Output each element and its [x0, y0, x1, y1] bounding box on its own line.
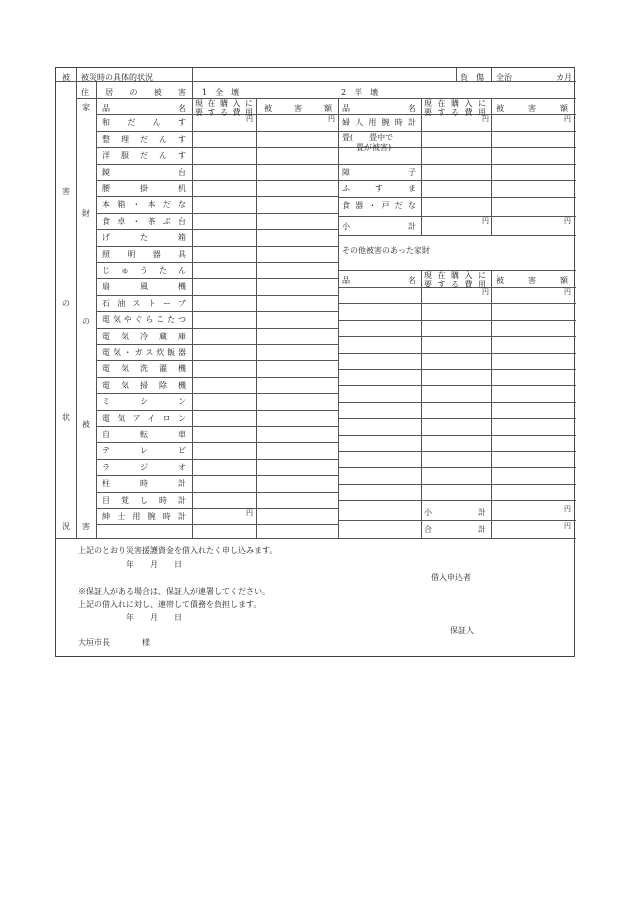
item-column-header: 品 名	[342, 104, 416, 113]
cost-column-header-1: 現在購入に	[424, 271, 486, 280]
table-rule	[338, 385, 576, 386]
left-item-label: 和だんす	[102, 118, 186, 127]
yen-unit: 円	[246, 115, 253, 123]
total-label: 合 計	[424, 525, 486, 534]
table-rule	[338, 402, 576, 403]
applicant-label: 借入申込者	[431, 573, 471, 582]
left-item-label: 電気やぐらこたつ	[102, 315, 186, 324]
damage-column-header: 被 害 額	[264, 104, 332, 113]
left-item-label: 紳士用腕時計	[102, 512, 186, 521]
table-rule	[338, 216, 576, 217]
table-rule	[96, 508, 338, 509]
left-item-label: 鏡台	[102, 168, 186, 177]
cost-column-header-2: 要する費用	[195, 108, 253, 117]
subtotal-label: 小 計	[424, 508, 486, 517]
right-item-label: 食器・戸だな	[342, 201, 416, 210]
table-rule	[456, 68, 457, 81]
table-rule	[96, 311, 338, 312]
addressee: 大垣市長 様	[78, 638, 150, 647]
household-label: 被	[82, 420, 90, 429]
table-rule	[491, 68, 492, 81]
subtotal-label: 小 計	[342, 222, 416, 231]
household-label: 害	[82, 522, 90, 531]
left-item-label: じゅうたん	[102, 266, 186, 275]
right-item-label: 畳が被害)	[356, 143, 392, 152]
loan-application-form	[55, 67, 575, 657]
table-rule	[96, 81, 97, 538]
left-item-label: ラジオ	[102, 463, 186, 472]
side-label: 況	[62, 522, 70, 531]
left-item-label: 電気冷蔵庫	[102, 332, 186, 341]
table-rule	[338, 484, 576, 485]
table-rule	[338, 520, 576, 521]
residence-option-1: 1 全 壊	[202, 88, 240, 97]
side-label: 状	[62, 413, 70, 422]
left-item-label: 柱時計	[102, 479, 186, 488]
months-unit: カ月	[556, 73, 572, 82]
table-rule	[338, 180, 576, 181]
household-label: の	[82, 317, 90, 326]
left-item-label: 本箱・本だな	[102, 200, 186, 209]
residence-option-2: 2 半 壊	[341, 88, 379, 97]
table-rule	[338, 369, 576, 370]
damage-column-header: 被 害 額	[496, 276, 568, 285]
right-item-label: 婦人用腕時計	[342, 118, 416, 127]
table-rule	[338, 418, 576, 419]
left-item-label: テレビ	[102, 446, 186, 455]
table-rule	[338, 336, 576, 337]
right-item-label: 障子	[342, 168, 416, 177]
table-rule	[96, 377, 338, 378]
left-item-label: ミシン	[102, 397, 186, 406]
yen-unit: 円	[482, 288, 489, 296]
left-item-label: 照明器具	[102, 250, 186, 259]
table-rule	[96, 442, 338, 443]
household-label: 家	[82, 103, 90, 112]
table-rule	[338, 131, 576, 132]
table-rule	[96, 344, 338, 345]
table-rule	[96, 131, 338, 132]
left-item-label: 腰掛机	[102, 184, 186, 193]
guarantor-label: 保証人	[450, 626, 474, 635]
injury-label: 負 傷	[460, 73, 484, 82]
table-rule	[96, 147, 338, 148]
side-label-hi: 被	[62, 73, 70, 82]
table-rule	[96, 393, 338, 394]
yen-unit: 円	[482, 217, 489, 225]
guarantor-note: ※保証人がある場合は、保証人が連署してください。	[78, 587, 270, 596]
cost-column-header-1: 現在購入に	[424, 99, 486, 108]
table-rule	[338, 303, 576, 304]
left-item-label: 食卓・茶ぶ台	[102, 217, 186, 226]
item-column-header: 品 名	[102, 104, 186, 113]
table-rule	[96, 410, 338, 411]
table-rule	[76, 68, 77, 538]
table-rule	[192, 68, 193, 98]
table-rule	[421, 270, 422, 538]
table-rule	[96, 180, 338, 181]
left-item-label: 洋服だんす	[102, 151, 186, 160]
table-rule	[96, 475, 338, 476]
table-rule	[338, 467, 576, 468]
left-item-label: 扇風機	[102, 282, 186, 291]
table-rule	[338, 451, 576, 452]
situation-label: 被災時の具体的状況	[81, 73, 153, 82]
table-rule	[96, 459, 338, 460]
declaration-date: 年 月 日	[126, 613, 182, 622]
table-rule	[96, 278, 338, 279]
table-rule	[338, 353, 576, 354]
yen-unit: 円	[328, 115, 335, 123]
table-rule	[338, 197, 576, 198]
guarantor-pledge: 上記の借入れに対し、連帯して債務を負担します。	[78, 600, 262, 609]
table-rule	[338, 164, 576, 165]
table-rule	[421, 98, 422, 235]
table-rule	[96, 360, 338, 361]
yen-unit: 円	[564, 505, 571, 513]
declaration-date: 年 月 日	[126, 560, 182, 569]
yen-unit: 円	[564, 522, 571, 530]
table-rule	[338, 235, 576, 236]
right-item-label: ふすま	[342, 184, 416, 193]
item-column-header: 品 名	[342, 276, 416, 285]
table-rule	[96, 246, 338, 247]
side-label: 害	[62, 187, 70, 196]
table-rule	[96, 262, 338, 263]
cost-column-header-2: 要する費用	[424, 108, 486, 117]
table-rule	[338, 435, 576, 436]
declaration-line: 上記のとおり災害援護資金を借入れたく申し込みます。	[78, 546, 278, 555]
table-rule	[96, 328, 338, 329]
yen-unit: 円	[246, 509, 253, 517]
residence-label: 住 居 の 被 害	[81, 88, 186, 97]
left-item-label: 電気掃除機	[102, 381, 186, 390]
left-item-label: 電気アイロン	[102, 414, 186, 423]
side-label: の	[62, 299, 70, 308]
table-rule	[96, 492, 338, 493]
other-damage-label: その他被害のあった家財	[342, 246, 430, 255]
table-rule	[56, 538, 576, 539]
left-item-label: げた箱	[102, 233, 186, 242]
table-rule	[96, 196, 338, 197]
yen-unit: 円	[564, 288, 571, 296]
left-item-label: 整理だんす	[102, 135, 186, 144]
left-item-label: 電気洗濯機	[102, 364, 186, 373]
left-item-label: 自転車	[102, 430, 186, 439]
table-rule	[96, 164, 338, 165]
left-item-label: 電気・ガス炊飯器	[102, 348, 186, 357]
yen-unit: 円	[482, 115, 489, 123]
table-rule	[338, 500, 576, 501]
yen-unit: 円	[564, 115, 571, 123]
cost-column-header-1: 現在購入に	[195, 99, 253, 108]
full-recovery-label: 全治	[496, 73, 512, 82]
table-rule	[96, 295, 338, 296]
right-item-label: 畳( 畳中で	[342, 133, 394, 142]
cost-column-header-2: 要する費用	[424, 280, 486, 289]
table-rule	[338, 320, 576, 321]
household-label: 財	[82, 209, 90, 218]
table-rule	[491, 98, 492, 235]
yen-unit: 円	[564, 217, 571, 225]
left-item-label: 目覚し時計	[102, 496, 186, 505]
damage-column-header: 被 害 額	[496, 104, 568, 113]
table-rule	[96, 426, 338, 427]
table-rule	[491, 270, 492, 538]
table-rule	[96, 524, 338, 525]
left-item-label: 石油ストーブ	[102, 299, 186, 308]
table-rule	[96, 229, 338, 230]
table-rule	[96, 213, 338, 214]
